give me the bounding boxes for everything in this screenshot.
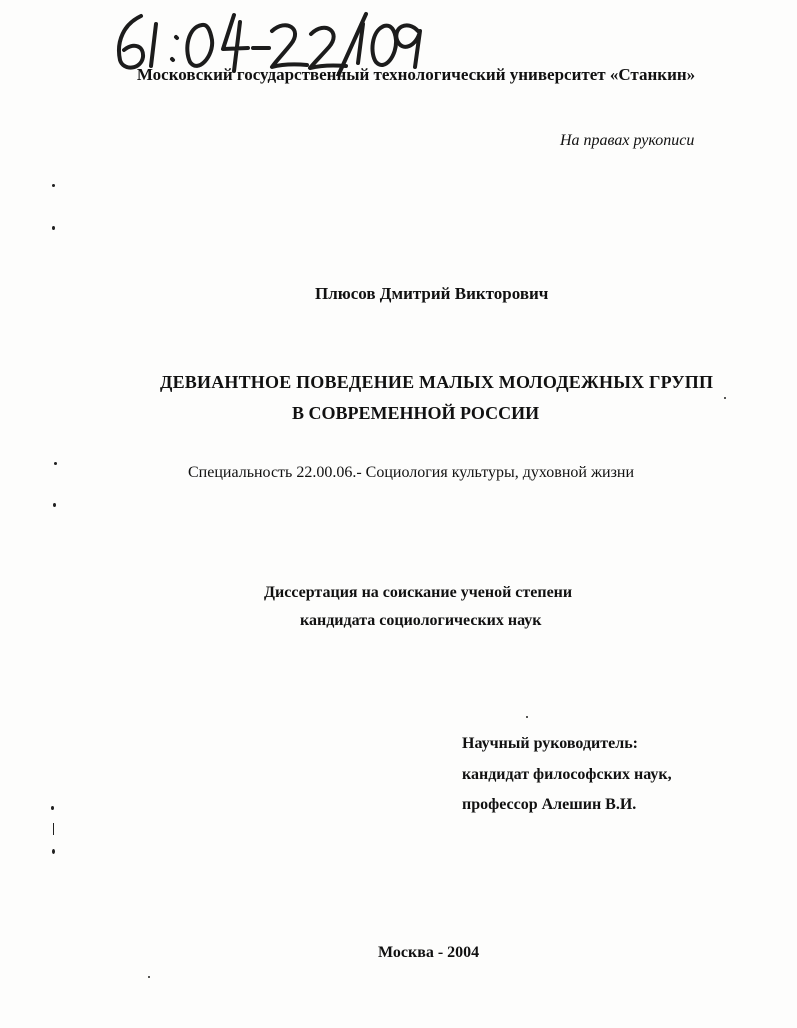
scan-dot: [53, 823, 54, 835]
handwritten-colon-bottom: [172, 59, 173, 60]
dissertation-title-line-2: В СОВРЕМЕННОЙ РОССИИ: [292, 403, 540, 423]
handwritten-digit-1: [151, 24, 156, 66]
supervisor-degree: кандидат философских наук,: [462, 766, 672, 783]
handwritten-colon-top: [176, 37, 177, 38]
scan-dot: [526, 716, 528, 718]
handwritten-digit-2a: [272, 25, 307, 67]
scan-dot: [53, 503, 56, 507]
university-name: Московский государственный технологический университет «Станкин»: [136, 65, 696, 84]
scan-dot: [724, 397, 726, 399]
handwritten-digit-9: [396, 25, 420, 67]
manuscript-rights-note: На правах рукописи: [560, 132, 695, 149]
scan-dot: [54, 462, 57, 465]
scan-dot: [51, 806, 54, 810]
handwritten-digit-2b: [310, 28, 346, 68]
city-year: Москва - 2004: [378, 944, 480, 961]
dissertation-title-line-1: ДЕВИАНТНОЕ ПОВЕДЕНИЕ МАЛЫХ МОЛОДЕЖНЫХ ГРУПП: [160, 372, 714, 392]
degree-line-2: кандидата социологических наук: [300, 612, 542, 629]
degree-line-1: Диссертация на соискание ученой степени: [264, 584, 573, 601]
scan-dot: [52, 849, 55, 854]
supervisor-heading: Научный руководитель:: [462, 735, 638, 752]
handwritten-digit-0: [187, 25, 212, 66]
scan-dot: [148, 976, 150, 978]
handwritten-digit-4: [223, 15, 248, 71]
scan-dot: [52, 226, 55, 230]
handwritten-digit-0b: [372, 26, 396, 65]
author-name: Плюсов Дмитрий Викторович: [315, 284, 549, 303]
supervisor-name: профессор Алешин В.И.: [462, 796, 637, 813]
specialty-line: Специальность 22.00.06.- Социология культуры, духовной жизни: [188, 464, 635, 481]
scan-dot: [52, 184, 55, 187]
handwritten-digit-6: [119, 16, 143, 68]
